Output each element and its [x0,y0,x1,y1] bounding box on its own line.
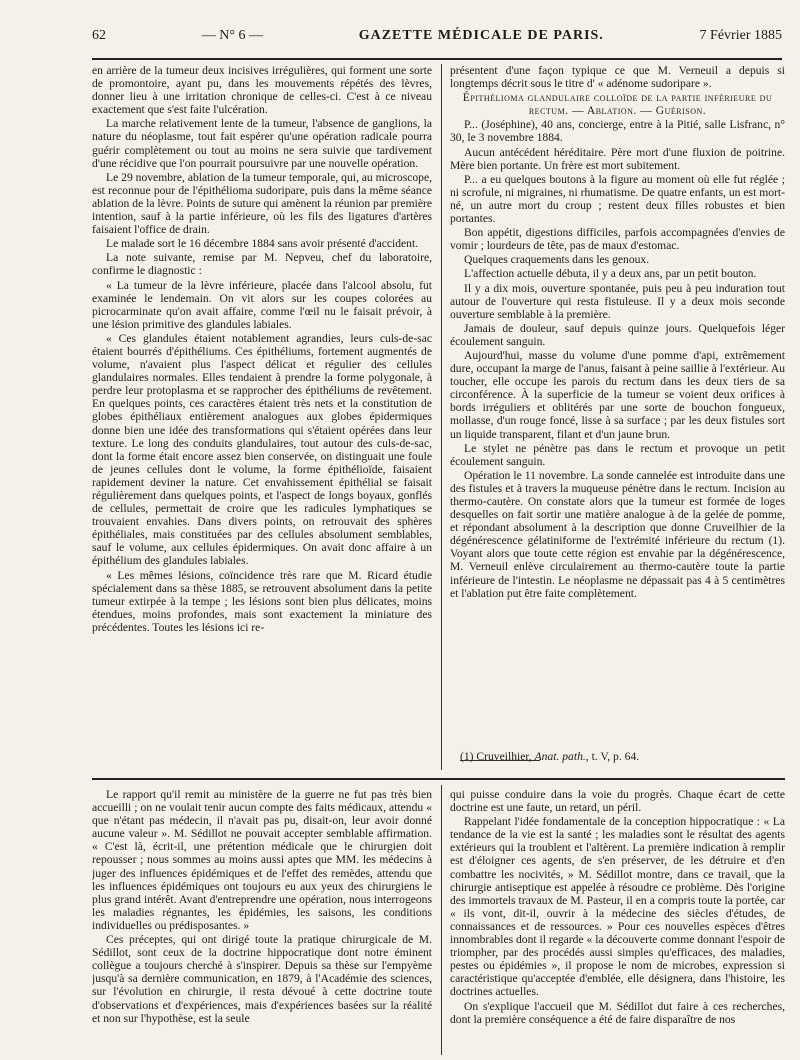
header-rule [92,58,782,60]
footnote-ref: , t. V, p. 64. [585,750,640,763]
paragraph: La note suivante, remise par M. Nepveu, chef du laboratoire, confirme le diagnostic : [92,251,432,278]
paragraph: Le stylet ne pénètre pas dans le rectum et provoque un petit écoulement sanguin. [450,441,785,468]
case-heading: Épithélioma glandulaire colloïde de la partie inférieure du rectum. — Ablation. — Guérison. [462,91,773,118]
issue-number: — N° 6 — [201,28,263,43]
paragraph: Opération le 11 novembre. La sonde cannelée est introduite dans une des fistules et à travers la muqueuse pénètre dans le rectum. Incision au thermo-cautère. On constate alors que la tumeur est formée de loges desquelles on fait sortir une matière analogue à de la gelée de pomme, et répondant absolument à la description que donne Cruveilhier de la dégénérescence gélatiniforme de l'extrémité inférieure du rectum (1). Voyant alors que toute cette région est envahie par la dégénérescence, M. Verneuil enlève circulairement au thermo-cautère toute la partie inférieure de l'intestin. Le néoplasme ne dépassait pas 4 à 5 centimètres et l'ablation put être faite complètement. [450,468,785,600]
column-divider [441,785,442,1055]
issue-date: 7 Février 1885 [699,28,782,43]
footnote-title: Anat. path. [534,750,586,763]
paragraph: qui puisse conduire dans la voie du progrès. Chaque écart de cette doctrine est une faute, un retard, un péril. [450,788,785,815]
paragraph: Le malade sort le 16 décembre 1884 sans avoir présenté d'accident. [106,237,419,251]
right-column-top [450,64,785,744]
right-column-bottom [450,788,785,1056]
paragraph: Aujourd'hui, masse du volume d'une pomme d'api, extrêmement dure, occupant la marge de l'anus, faisant à peine saillie à l'extérieur. Au toucher, elle occupe les parois du rectum dans les deux tiers de sa circonférence. À la superficie de la tumeur se voient deux orifices à bords irréguliers et oblitérés par une sorte de bouchon fongueux, mollasse, d'un rouge foncé, lisse à sa surface ; par les deux fistules sort un liquide transparent, filant et d'un jaune brun. [450,348,785,441]
paragraph: La marche relativement lente de la tumeur, l'absence de ganglions, la nature du néoplasme, tout fait espérer qu'une opération radicale pourra guérir complètement ou tout au moins ne sera suivie que tardivement d'une récidive que l'on pourrait poursuivre par une nouvelle opération. [92,117,432,170]
paragraph: Ces préceptes, qui ont dirigé toute la pratique chirurgicale de M. Sédillot, sont ceux de la doctrine hippocratique dont notre éminent collègue a toujours cherché à s'inspirer. Depuis sa thèse sur l'empyème jusqu'à sa dernière communication, en 1879, à l'Académie des sciences, sur l'évolution en chirurgie, il resta dévoué à cette doctrine toute d'observations et d'expériences, mais d'expériences basées sur la réalité et non sur l'hypothèse, est la seule [92,933,432,1025]
paragraph: P... (Joséphine), 40 ans, concierge, entre à la Pitié, salle Lisfranc, n° 30, le 3 novembre 1884. [450,118,785,145]
paragraph: présentent d'une façon typique ce que M. Verneuil a depuis si longtemps décrit sous le titre d' « adénome sudoripare ». [450,64,785,91]
paragraph: Bon appétit, digestions difficiles, parfois accompagnées d'envies de vomir ; lourdeurs de tête, pas de maux d'estomac. [450,226,785,253]
paragraph: « La tumeur de la lèvre inférieure, placée dans l'alcool absolu, fut examinée le lendemain. On vit alors sur les coupes colorées au picrocarminate qu'on avait affaire, comme l'œil nu le faisait prévoir, à une lésion primitive des glandules labiales. [92,278,432,331]
paragraph: Le rapport qu'il remit au ministère de la guerre ne fut pas très bien accueilli ; on ne voulait tenir aucun compte des faits médicaux, attendu « que n'étant pas médecin, il n'avait pas pu, disait-on, leur avoir donné aucune valeur ». M. Sédillot ne pouvait accepter semblable affirmation. « C'est là, écrit-il, une prétention médicale que le chirurgien doit repousser ; nous sommes au moins aussi aptes que MM. les médecins à juger des influences épidémiques et de l'effet des remèdes, attendu que les influences épidémiques ont toujours eu aux yeux des chirurgiens le plus grand intérêt. Avant d'entreprendre une opération, nous interrogeons les maladies régnantes, les épidémies, les saisons, les conditions individuelles ou prédisposantes. » [92,788,432,932]
column-divider [441,64,442,770]
paragraph: Jamais de douleur, sauf depuis quinze jours. Quelquefois léger écoulement sanguin. [450,321,785,348]
paragraph: en arrière de la tumeur deux incisives irrégulières, qui forment une sorte de promontoire, ayant pu, dans les mouvements répétés des lèvres, donner lieu à une irritation chronique de celles-ci. C'est à ce niveau exactement que s'est faite l'ulcération. [92,64,432,117]
paragraph: Aucun antécédent héréditaire. Père mort d'une fluxion de poitrine. Mère bien portante. Un frère est mort subitement. [450,145,785,172]
paragraph: Quelques craquements dans les genoux. [464,253,650,267]
paragraph: L'affection actuelle débuta, il y a deux ans, par un petit bouton. [464,267,757,281]
paragraph: P... a eu quelques boutons à la figure au moment où elle fut réglée ; ni scrofule, ni migraines, ni rhumatisme. De quatre enfants, un est mort-né, un autre mort du croup ; restent deux filles robustes et bien portantes. [450,172,785,226]
paragraph: Rappelant l'idée fondamentale de la conception hippocratique : « La tendance de la vie est la santé ; les maladies sont le résultat des agents extérieurs qui la troublent et l'altèrent. La première indication à remplir est d'éloigner ces agents, de s'en préserver, de les détruire et d'en combattre les nocivités, » M. Sédillot montre, dans ce travail, que la chirurgie antiseptique est appelée à résoudre ce problème. Dès l'origine des immortels travaux de M. Pasteur, il en a compris toute la portée, car « ils vont, dit-il, ouvrir à la médecine des siècles d'études, de connaissances et de ressources. » Pour ces nouvelles espèces d'êtres innombrables dont il regarde « la découverte comme donnant l'espoir de triompher, par des procédés aussi simples qu'efficaces, des maladies, pestes ou épidémies », il propose le nom de microbes, expression si caractéristique qu'acceptée d'emblée, elle désignera, dans l'histoire, les doctrines actuelles. [450,815,785,999]
section-rule [92,778,785,780]
left-column-top [92,64,432,764]
paragraph: Il y a dix mois, ouverture spontanée, puis peu à peu induration tout autour de l'ouverture qui resta fistuleuse. Il y a deux mois seconde ouverture semblable à la première. [450,281,785,321]
paragraph: On s'explique l'accueil que M. Sédillot dut faire à ces recherches, dont la première conséquence a été de faire disparaître de nos [450,999,785,1026]
footnote-text: (1) Cruveilhier, [460,750,535,763]
paragraph: Le 29 novembre, ablation de la tumeur temporale, qui, au microscope, est reconnue pour de l'épithélioma sudoripare, puis dans la même séance ablation de la lèvre. Points de suture qui amènent la réunion par première intention, sauf à la partie inférieure, où les fils des ligatures d'artères faisaient l'office de drain. [92,170,432,237]
page-header [92,28,782,52]
left-column-bottom [92,788,432,1056]
page-number: 62 [92,28,106,43]
paragraph: « Ces glandules étaient notablement agrandies, leurs culs-de-sac étaient bourrés d'épithéliums. Ces épithéliums, fortement augmentés de volume, n'avaient plus l'aspect délicat et régulier des cellules glandulaires normales. Elles tendaient à prendre la forme polygonale, à perdre leur protoplasma et se rapprocher des épithéliums de revêtement. En quelques points, ces caractères étaient très nets et la constitution de globes épithéliaux entièrement analogues aux globes épidermiques donne bien une idée des transformations qui s'étaient opérées dans leur texture. Le long des conduits glandulaires, tout autour des culs-de-sac, dont la forme était encore assez bien conservée, on distinguait une foule de jeunes cellules dont le volume, la forme épithélioïde, faisaient rapidement deviner la nature. Cet envahissement épithélial se faisait régulièrement dans quelques points, et l'aspect de longs boyaux, gonflés de cellules, permettait de croire que les radicules lymphatiques se trouvaient envahies. Dans divers points, on retrouvait des sphères épithéliales, mais constituées par des cellules absolument semblables, sauf le volume, aux cellules épidermiques. On avait donc affaire à un épithélium des glandules labiales. [92,331,432,568]
footnote [460,750,785,763]
journal-title: GAZETTE MÉDICALE DE PARIS. [358,28,604,43]
paragraph: « Les mêmes lésions, coïncidence très rare que M. Ricard étudie spécialement dans sa thèse 1885, se retrouvent absolument dans la petite tumeur extirpée à la tempe ; les lésions sont bien plus délicates, moins étendues, moins profondes, mais sont exactement la miniature des précédentes. Toutes les lésions ici re- [92,568,432,634]
